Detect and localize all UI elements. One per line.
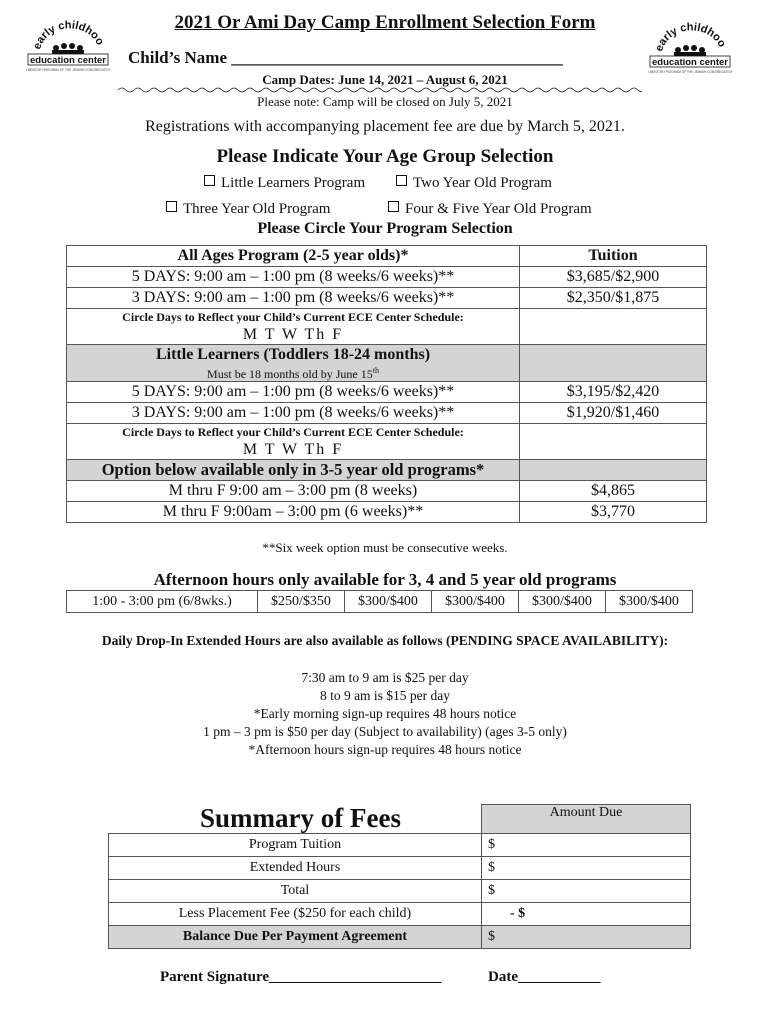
fee-label: Total [109, 880, 482, 903]
table-row [109, 857, 691, 880]
child-name-field[interactable]: Child’s Name _______________________________________ [128, 48, 563, 67]
program-option[interactable]: 5 DAYS: 9:00 am – 1:00 pm (8 weeks/6 weeks)** [67, 267, 520, 288]
option-label: Little Learners Program [221, 175, 366, 191]
table-row [67, 502, 707, 523]
logo-small-text: A MENTOR PROGRAM OF THE JEWISH CONGREGATION [26, 68, 110, 72]
fee-label: Balance Due Per Payment Agreement [109, 926, 482, 949]
checkbox[interactable] [166, 201, 177, 212]
table-row [67, 345, 707, 382]
tuition-value: $2,350/$1,875 [520, 288, 707, 309]
date-field[interactable]: Date___________ [488, 969, 601, 985]
table-row [67, 591, 693, 613]
fee-label: Extended Hours [109, 857, 482, 880]
empty-cell [520, 309, 707, 345]
option-label: Four & Five Year Old Program [405, 201, 592, 217]
table-row [67, 267, 707, 288]
logo-arc-text: early childhoo [653, 21, 729, 53]
dropin-line: *Early morning sign-up requires 48 hours notice [253, 706, 517, 721]
option-three-year-old[interactable] [166, 201, 330, 218]
program-option[interactable]: M thru F 9:00am – 3:00 pm (6 weeks)** [67, 502, 520, 523]
table-row [67, 288, 707, 309]
little-learners-header: Little Learners (Toddlers 18-24 months) [155, 346, 431, 363]
tuition-value: $1,920/$1,460 [520, 403, 707, 424]
afternoon-price[interactable]: $300/$400 [606, 591, 693, 613]
all-ages-header: All Ages Program (2-5 year olds)* [67, 246, 520, 267]
table-row [109, 880, 691, 903]
checkbox[interactable] [396, 175, 407, 186]
fee-amount[interactable]: $ [482, 857, 691, 880]
registration-note: Registrations with accompanying placement fee are due by March 5, 2021. [145, 118, 625, 135]
logo-small-text: A MENTOR PROGRAM OF THE JEWISH CONGREGATION [648, 70, 732, 74]
dropin-line: 1 pm – 3 pm is $50 per day (Subject to availability) (ages 3-5 only) [203, 724, 567, 739]
tuition-table [66, 245, 707, 523]
table-row [67, 403, 707, 424]
circle-days-cell [67, 309, 520, 345]
empty-cell [520, 424, 707, 460]
option-little-learners[interactable] [204, 175, 365, 192]
table-row [67, 246, 707, 267]
dropin-heading: Daily Drop-In Extended Hours are also available as follows (PENDING SPACE AVAILABILITY): [101, 633, 669, 648]
dropin-line: 8 to 9 am is $15 per day [319, 688, 451, 703]
afternoon-price[interactable]: $300/$400 [345, 591, 432, 613]
checkbox[interactable] [204, 175, 215, 186]
tuition-value: $3,685/$2,900 [520, 267, 707, 288]
age-group-heading: Please Indicate Your Age Group Selection [216, 146, 554, 167]
circle-days-cell [67, 424, 520, 460]
days-of-week[interactable]: M T W Th F [242, 326, 344, 343]
option-two-year-old[interactable] [396, 175, 552, 192]
option-header: Option below available only in 3-5 year old programs* [67, 460, 520, 481]
fee-label: Less Placement Fee ($250 for each child) [109, 903, 482, 926]
empty-cell [520, 460, 707, 481]
form-title: 2021 Or Ami Day Camp Enrollment Selection Form [174, 12, 596, 33]
dropin-line: 7:30 am to 9 am is $25 per day [301, 670, 469, 685]
tuition-value: $3,770 [520, 502, 707, 523]
parent-signature-field[interactable]: Parent Signature_______________________ [160, 969, 442, 985]
fee-amount[interactable]: $ [482, 834, 691, 857]
program-heading: Please Circle Your Program Selection [257, 220, 513, 237]
fee-label: Program Tuition [109, 834, 482, 857]
afternoon-price[interactable]: $300/$400 [519, 591, 606, 613]
logo-name-text: education center [651, 57, 729, 68]
table-row [67, 481, 707, 502]
dropin-line: *Afternoon hours sign-up requires 48 hours notice [248, 742, 522, 757]
table-row [67, 309, 707, 345]
table-row [109, 834, 691, 857]
empty-cell [520, 345, 707, 382]
wavy-divider [118, 86, 642, 94]
logo-arc-text: early childhoo [31, 19, 107, 51]
table-row [109, 903, 691, 926]
program-option[interactable]: 3 DAYS: 9:00 am – 1:00 pm (8 weeks/6 weeks)** [67, 288, 520, 309]
checkbox[interactable] [388, 201, 399, 212]
program-option[interactable]: 3 DAYS: 9:00 am – 1:00 pm (8 weeks/6 weeks)** [67, 403, 520, 424]
summary-title: Summary of Fees [200, 803, 401, 833]
table-row [67, 460, 707, 481]
tuition-header: Tuition [520, 246, 707, 267]
fee-amount[interactable]: $ [482, 926, 691, 949]
little-learners-header-cell [67, 345, 520, 382]
fee-amount[interactable]: - $ [482, 903, 691, 926]
afternoon-price[interactable]: $250/$350 [258, 591, 345, 613]
table-row [67, 382, 707, 403]
option-label: Three Year Old Program [183, 201, 331, 217]
circle-days-label: Circle Days to Reflect your Child’s Current ECE Center Schedule: [122, 425, 464, 439]
program-option[interactable]: M thru F 9:00 am – 3:00 pm (8 weeks) [67, 481, 520, 502]
tuition-value: $4,865 [520, 481, 707, 502]
dropin-hours [0, 669, 770, 759]
little-learners-note: Must be 18 months old by June 15th [207, 366, 379, 381]
table-row [67, 424, 707, 460]
option-four-five-year-old[interactable] [388, 201, 592, 218]
afternoon-price[interactable]: $300/$400 [432, 591, 519, 613]
afternoon-table [66, 590, 693, 613]
logo-name-text: education center [29, 55, 107, 66]
afternoon-heading: Afternoon hours only available for 3, 4 and 5 year old programs [153, 570, 617, 589]
afternoon-time: 1:00 - 3:00 pm (6/8wks.) [67, 591, 258, 613]
camp-dates: Camp Dates: June 14, 2021 – August 6, 2021 [262, 72, 508, 87]
tuition-value: $3,195/$2,420 [520, 382, 707, 403]
circle-days-label: Circle Days to Reflect your Child’s Current ECE Center Schedule: [122, 310, 464, 324]
days-of-week[interactable]: M T W Th F [242, 441, 344, 458]
amount-due-header: Amount Due [482, 805, 691, 834]
six-week-note: **Six week option must be consecutive weeks. [262, 540, 508, 555]
program-option[interactable]: 5 DAYS: 9:00 am – 1:00 pm (8 weeks/6 weeks)** [67, 382, 520, 403]
closed-note: Please note: Camp will be closed on July 5, 2021 [257, 94, 513, 109]
option-label: Two Year Old Program [413, 175, 552, 191]
fee-amount[interactable]: $ [482, 880, 691, 903]
table-row [109, 926, 691, 949]
